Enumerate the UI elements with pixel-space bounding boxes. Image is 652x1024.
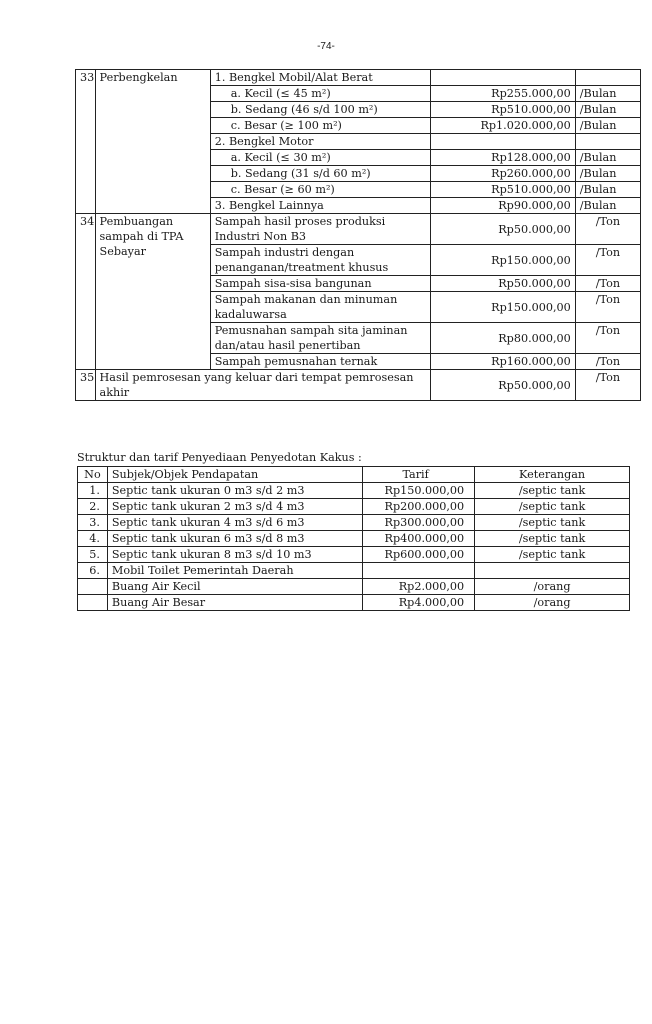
tarif-value: Rp150.000,00 — [363, 483, 475, 499]
unit-label: /Bulan — [575, 150, 640, 166]
item-label: a. Kecil (≤ 30 m²) — [210, 150, 431, 166]
unit-label: /Ton — [575, 323, 640, 354]
tariff-table-septic — [77, 466, 630, 611]
header-no: No — [78, 467, 108, 483]
keterangan-label: /septic tank — [475, 483, 630, 499]
subject-label: Mobil Toilet Pemerintah Daerah — [107, 563, 362, 579]
tarif-value: Rp50.000,00 — [431, 370, 576, 401]
tarif-value: Rp600.000,00 — [363, 547, 475, 563]
row-number: 33 — [76, 70, 96, 214]
tarif-value — [363, 563, 475, 579]
unit-label: /Ton — [575, 276, 640, 292]
header-keterangan: Keterangan — [475, 467, 630, 483]
tarif-value: Rp90.000,00 — [431, 198, 576, 214]
table-row — [78, 579, 630, 595]
row-number — [78, 579, 108, 595]
category-label: Pembuangan sampah di TPA Sebayar — [95, 214, 210, 370]
item-label: Sampah pemusnahan ternak — [210, 354, 431, 370]
unit-label: /Ton — [575, 292, 640, 323]
tarif-value: Rp510.000,00 — [431, 182, 576, 198]
table-row — [76, 70, 641, 86]
header-subject: Subjek/Objek Pendapatan — [107, 467, 362, 483]
tarif-value: Rp255.000,00 — [431, 86, 576, 102]
keterangan-label: /septic tank — [475, 499, 630, 515]
tarif-value: Rp2.000,00 — [363, 579, 475, 595]
table-row — [78, 515, 630, 531]
tarif-value: Rp150.000,00 — [431, 292, 576, 323]
unit-label — [575, 70, 640, 86]
unit-label: /Ton — [575, 214, 640, 245]
category-label: Perbengkelan — [95, 70, 210, 214]
item-label: 1. Bengkel Mobil/Alat Berat — [210, 70, 431, 86]
unit-label: /Bulan — [575, 166, 640, 182]
table-row — [78, 531, 630, 547]
keterangan-label: /orang — [475, 579, 630, 595]
row-number: 2. — [78, 499, 108, 515]
tarif-value: Rp400.000,00 — [363, 531, 475, 547]
tarif-value: Rp200.000,00 — [363, 499, 475, 515]
tarif-value — [431, 70, 576, 86]
unit-label: /Ton — [575, 354, 640, 370]
subject-label: Buang Air Besar — [107, 595, 362, 611]
row-number — [78, 595, 108, 611]
tarif-value: Rp80.000,00 — [431, 323, 576, 354]
tarif-value: Rp160.000,00 — [431, 354, 576, 370]
table-header-row — [78, 467, 630, 483]
keterangan-label: /septic tank — [475, 547, 630, 563]
keterangan-label — [475, 563, 630, 579]
table-row — [78, 547, 630, 563]
item-label: Sampah hasil proses produksi Industri Non B3 — [210, 214, 431, 245]
unit-label — [575, 134, 640, 150]
unit-label: /Ton — [575, 245, 640, 276]
tarif-value: Rp4.000,00 — [363, 595, 475, 611]
table-row — [78, 499, 630, 515]
unit-label: /Bulan — [575, 198, 640, 214]
row-number: 6. — [78, 563, 108, 579]
subject-label: Septic tank ukuran 2 m3 s/d 4 m3 — [107, 499, 362, 515]
item-label: c. Besar (≥ 100 m²) — [210, 118, 431, 134]
tariff-table-workshop-waste — [75, 69, 641, 401]
unit-label: /Bulan — [575, 102, 640, 118]
unit-label: /Bulan — [575, 86, 640, 102]
table-row — [76, 370, 641, 401]
row-number: 4. — [78, 531, 108, 547]
page-number: -74- — [317, 41, 335, 52]
tarif-value: Rp128.000,00 — [431, 150, 576, 166]
keterangan-label: /orang — [475, 595, 630, 611]
subject-label: Septic tank ukuran 0 m3 s/d 2 m3 — [107, 483, 362, 499]
tarif-value: Rp260.000,00 — [431, 166, 576, 182]
row-number: 5. — [78, 547, 108, 563]
table-row — [78, 563, 630, 579]
item-label: b. Sedang (46 s/d 100 m²) — [210, 102, 431, 118]
item-label: a. Kecil (≤ 45 m²) — [210, 86, 431, 102]
item-label: Sampah industri dengan penanganan/treatment khusus — [210, 245, 431, 276]
tarif-value: Rp50.000,00 — [431, 276, 576, 292]
unit-label: /Ton — [575, 370, 640, 401]
category-label: Hasil pemrosesan yang keluar dari tempat pemrosesan akhir — [95, 370, 431, 401]
tarif-value: Rp300.000,00 — [363, 515, 475, 531]
keterangan-label: /septic tank — [475, 531, 630, 547]
tarif-value: Rp150.000,00 — [431, 245, 576, 276]
table-row — [76, 214, 641, 245]
subject-label: Septic tank ukuran 6 m3 s/d 8 m3 — [107, 531, 362, 547]
tarif-value: Rp510.000,00 — [431, 102, 576, 118]
tarif-value: Rp50.000,00 — [431, 214, 576, 245]
table-row — [78, 483, 630, 499]
subject-label: Septic tank ukuran 8 m3 s/d 10 m3 — [107, 547, 362, 563]
item-label: 3. Bengkel Lainnya — [210, 198, 431, 214]
keterangan-label: /septic tank — [475, 515, 630, 531]
item-label: Sampah sisa-sisa bangunan — [210, 276, 431, 292]
item-label: b. Sedang (31 s/d 60 m²) — [210, 166, 431, 182]
row-number: 1. — [78, 483, 108, 499]
unit-label: /Bulan — [575, 182, 640, 198]
table-row — [78, 595, 630, 611]
subject-label: Buang Air Kecil — [107, 579, 362, 595]
item-label: Sampah makanan dan minuman kadaluwarsa — [210, 292, 431, 323]
unit-label: /Bulan — [575, 118, 640, 134]
section-caption: Struktur dan tarif Penyediaan Penyedotan Kakus : — [77, 451, 362, 464]
tarif-value: Rp1.020.000,00 — [431, 118, 576, 134]
item-label: Pemusnahan sampah sita jaminan dan/atau hasil penertiban — [210, 323, 431, 354]
row-number: 3. — [78, 515, 108, 531]
row-number: 35 — [76, 370, 96, 401]
row-number: 34 — [76, 214, 96, 370]
header-tarif: Tarif — [363, 467, 475, 483]
subject-label: Septic tank ukuran 4 m3 s/d 6 m3 — [107, 515, 362, 531]
tarif-value — [431, 134, 576, 150]
item-label: 2. Bengkel Motor — [210, 134, 431, 150]
item-label: c. Besar (≥ 60 m²) — [210, 182, 431, 198]
